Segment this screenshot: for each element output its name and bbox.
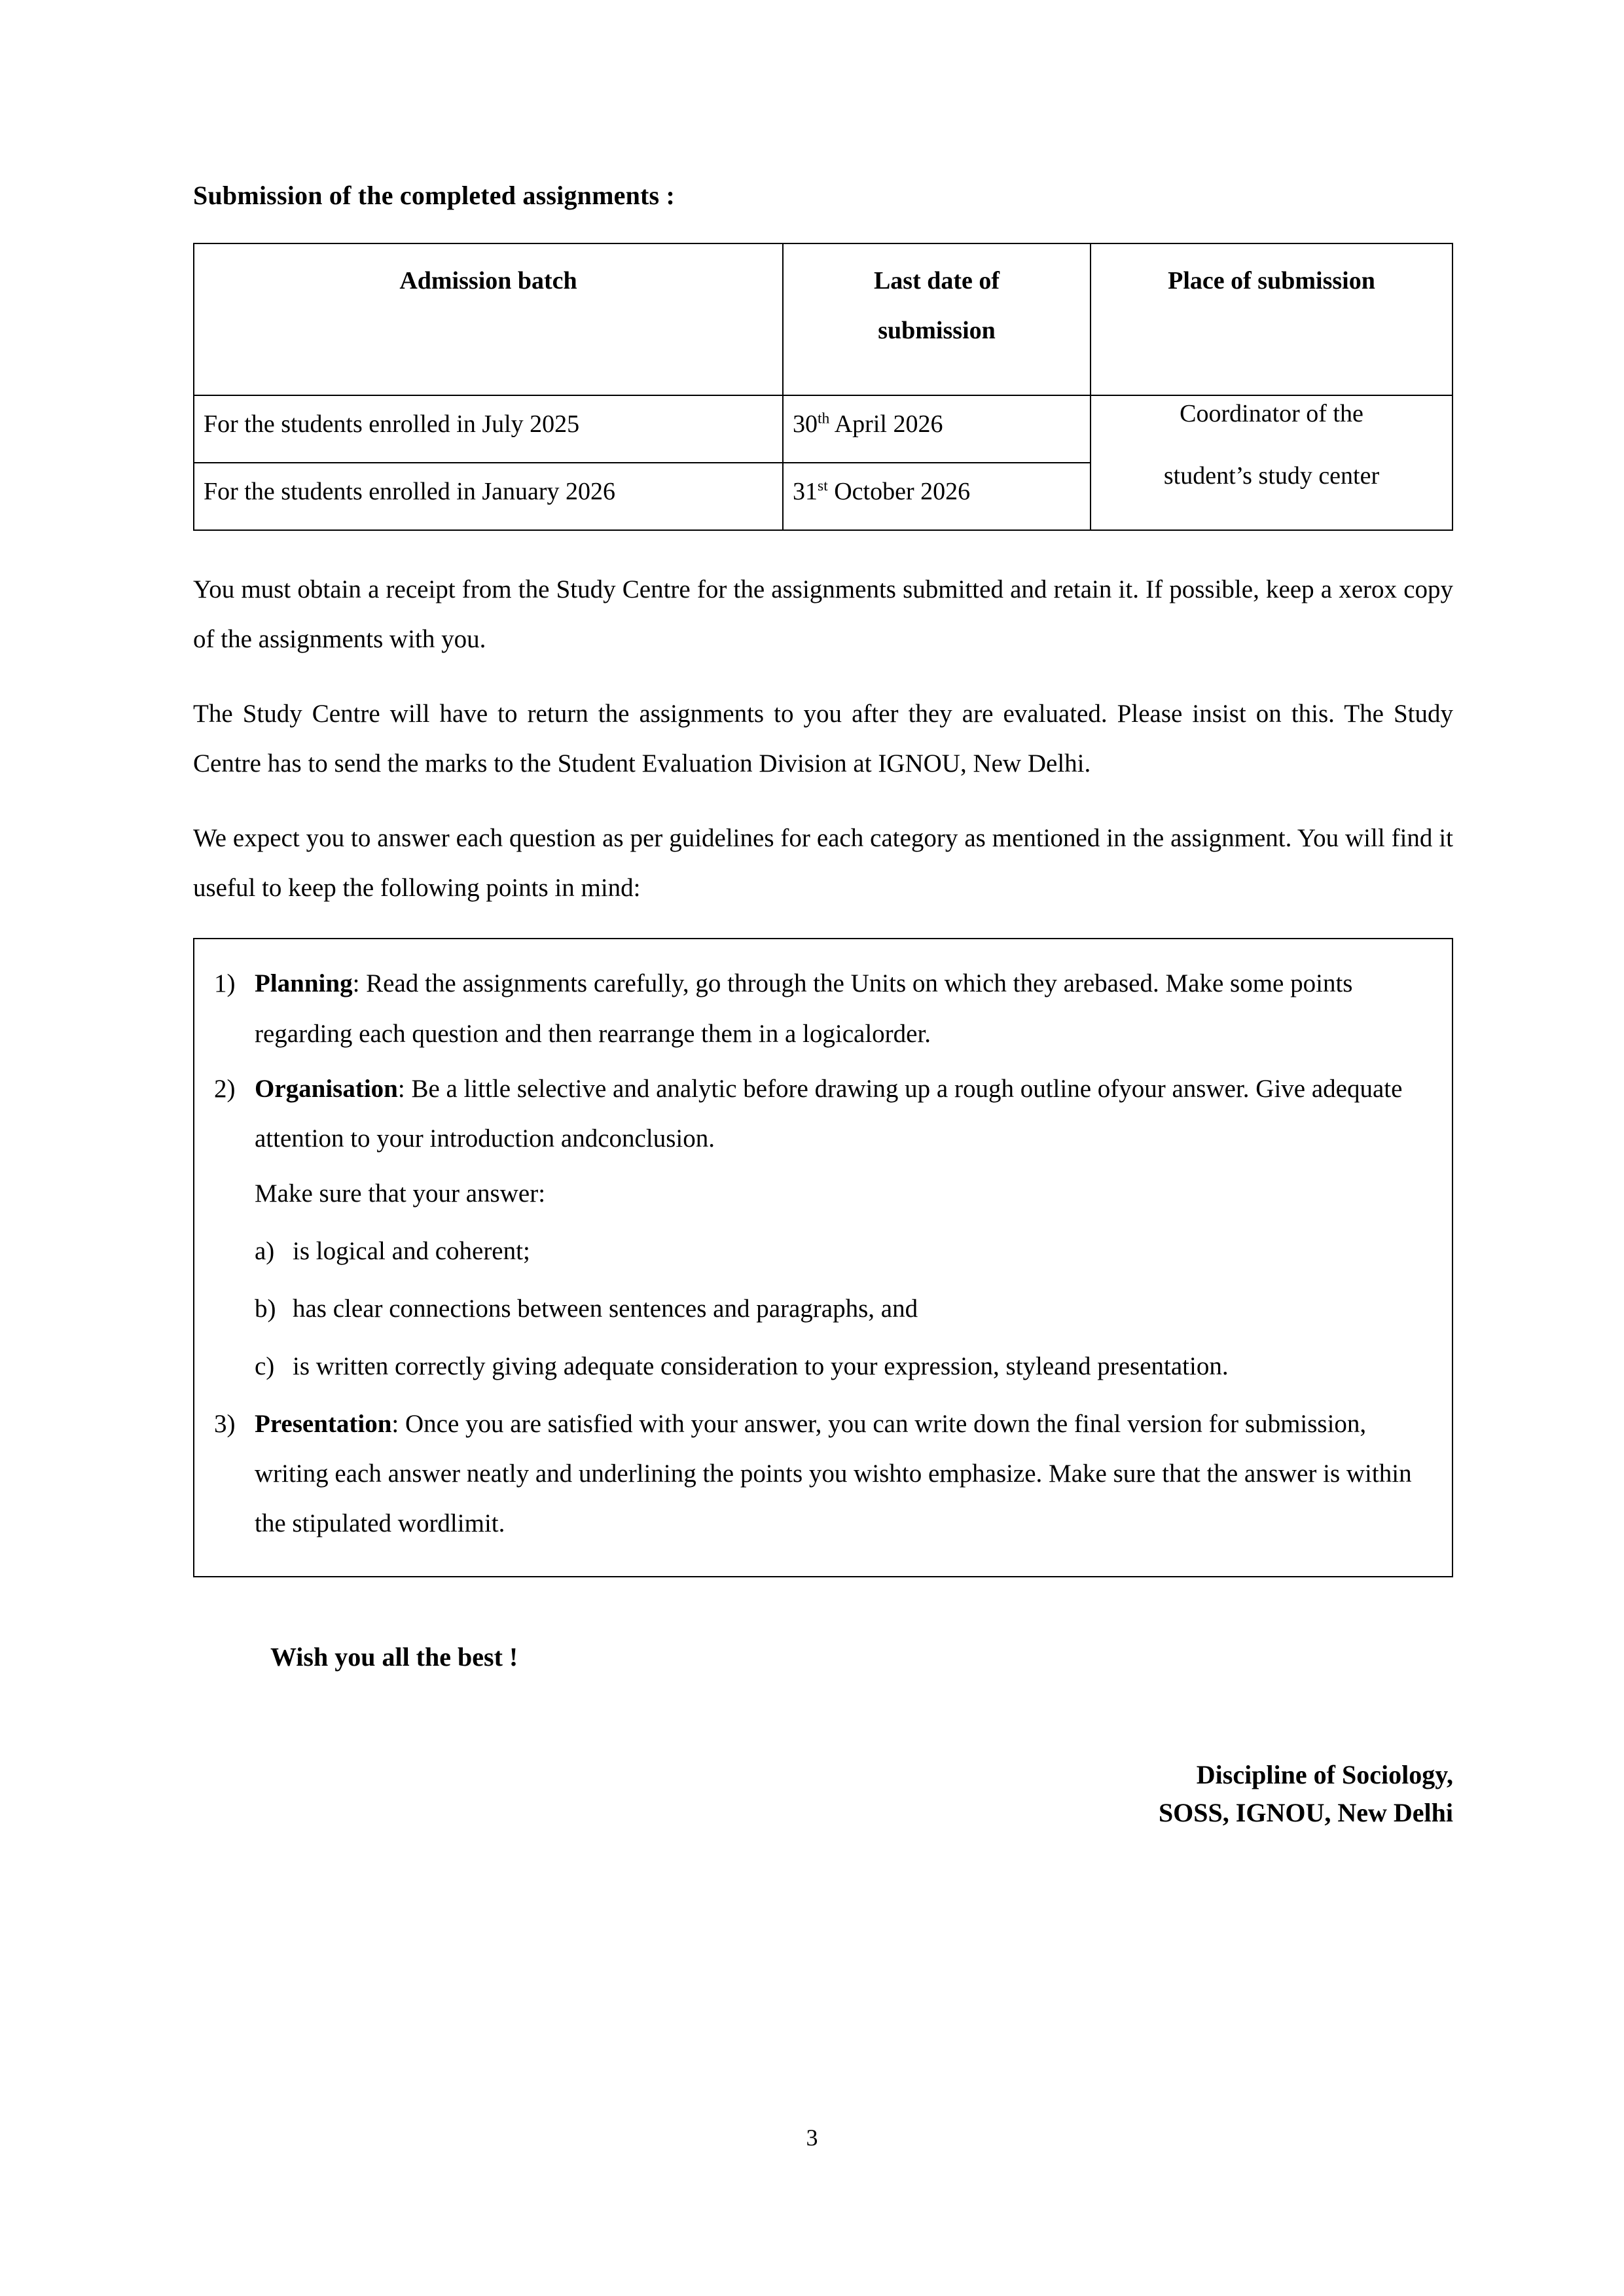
guideline-marker-3: 3)	[214, 1409, 236, 1438]
submission-schedule-table	[193, 243, 1453, 531]
header-label-last-date	[784, 244, 1090, 395]
batch-label-january-2026: For the students enrolled in January 2026	[204, 478, 616, 506]
table-row	[194, 395, 1453, 463]
guideline-marker-2: 2)	[214, 1074, 236, 1103]
cell-place-of-submission	[1091, 395, 1453, 530]
header-cell-last-date	[783, 243, 1091, 395]
checklist-text-a: is logical and coherent;	[293, 1236, 530, 1265]
answer-checklist-block	[255, 1169, 1430, 1391]
date-rest-2: October 2026	[827, 478, 971, 506]
checklist-marker-c: c)	[255, 1352, 275, 1380]
header-last-date-line2: submission	[878, 317, 996, 344]
guideline-body-organisation: : Be a little selective and analytic before drawing up a rough outline ofyour answer. Give adequate attention to your introduction andconclusion.	[255, 1074, 1403, 1153]
cell-batch-july-2025	[194, 395, 783, 463]
date-rest-1: April 2026	[829, 410, 943, 438]
paragraph-return-assignments: The Study Centre will have to return the assignments to you after they are evaluated. Please insist on this. The Study Centre has to send the marks to the Student Evaluation Division at IGNOU, New Delhi.	[193, 700, 1453, 778]
place-line-1: Coordinator of the	[1180, 400, 1363, 427]
header-label-admission-batch: Admission batch	[399, 267, 577, 295]
checklist-text-b: has clear connections between sentences and paragraphs, and	[293, 1294, 918, 1323]
guideline-text-1	[255, 959, 1430, 1058]
page-content	[193, 180, 1453, 1832]
cell-date-october-2026	[783, 463, 1091, 530]
guideline-title-presentation: Presentation	[255, 1409, 392, 1438]
guideline-item-presentation	[214, 1399, 1430, 1549]
wish-message: Wish you all the best !	[270, 1641, 518, 1672]
date-label-april-2026	[784, 396, 1090, 462]
table-header-row	[194, 243, 1453, 395]
paragraph-guidelines-intro: We expect you to answer each question as per guidelines for each category as mentioned in the assignment. You will find it useful to keep the following points in mind:	[193, 824, 1453, 903]
batch-label-july-2025: For the students enrolled in July 2025	[204, 410, 580, 438]
list-item	[255, 1342, 1430, 1391]
date-day-1: 30	[793, 410, 818, 438]
page-number: 3	[806, 2125, 818, 2151]
guideline-title-planning: Planning	[255, 969, 353, 998]
checklist-text-c: is written correctly giving adequate consideration to your expression, styleand presentation.	[293, 1352, 1229, 1380]
list-item	[255, 1227, 1430, 1276]
date-label-october-2026	[784, 463, 1090, 529]
signoff-institution: SOSS, IGNOU, New Delhi	[1158, 1797, 1453, 1827]
page-title: Submission of the completed assignments :	[193, 181, 676, 210]
date-ordinal-2: st	[818, 477, 828, 495]
cell-date-april-2026	[783, 395, 1091, 463]
place-line-2: student’s study center	[1163, 462, 1380, 490]
guideline-item-organisation	[214, 1064, 1430, 1164]
guidelines-box	[193, 938, 1453, 1577]
guideline-body-presentation: : Once you are satisfied with your answer, you can write down the final version for submission, writing each answer neatly and underlining the points you wishto emphasize. Make sure that the answer is within the stipulated wordlimit.	[255, 1409, 1412, 1537]
signoff-block	[193, 1756, 1453, 1832]
guideline-text-3	[255, 1399, 1430, 1549]
guideline-item-planning	[214, 959, 1430, 1058]
guideline-text-2	[255, 1064, 1430, 1164]
answer-checklist-intro: Make sure that your answer:	[255, 1179, 546, 1208]
guideline-title-organisation: Organisation	[255, 1074, 398, 1103]
signoff-discipline: Discipline of Sociology,	[1196, 1759, 1453, 1789]
header-last-date-line1: Last date of	[873, 267, 1000, 295]
header-cell-admission-batch	[194, 243, 783, 395]
checklist-marker-b: b)	[255, 1294, 276, 1323]
paragraph-receipt: You must obtain a receipt from the Study Centre for the assignments submitted and retain it. If possible, keep a xerox copy of the assignments with you.	[193, 575, 1453, 654]
date-ordinal-1: th	[818, 410, 830, 427]
cell-batch-january-2026	[194, 463, 783, 530]
header-label-place-of-submission: Place of submission	[1168, 267, 1375, 295]
guideline-body-planning: : Read the assignments carefully, go through the Units on which they arebased. Make some points regarding each question and then rearrange them in a logicalorder.	[255, 969, 1353, 1048]
list-item	[255, 1284, 1430, 1334]
date-day-2: 31	[793, 478, 818, 506]
header-cell-place-of-submission	[1091, 243, 1453, 395]
checklist-marker-a: a)	[255, 1236, 275, 1265]
guideline-marker-1: 1)	[214, 969, 236, 998]
